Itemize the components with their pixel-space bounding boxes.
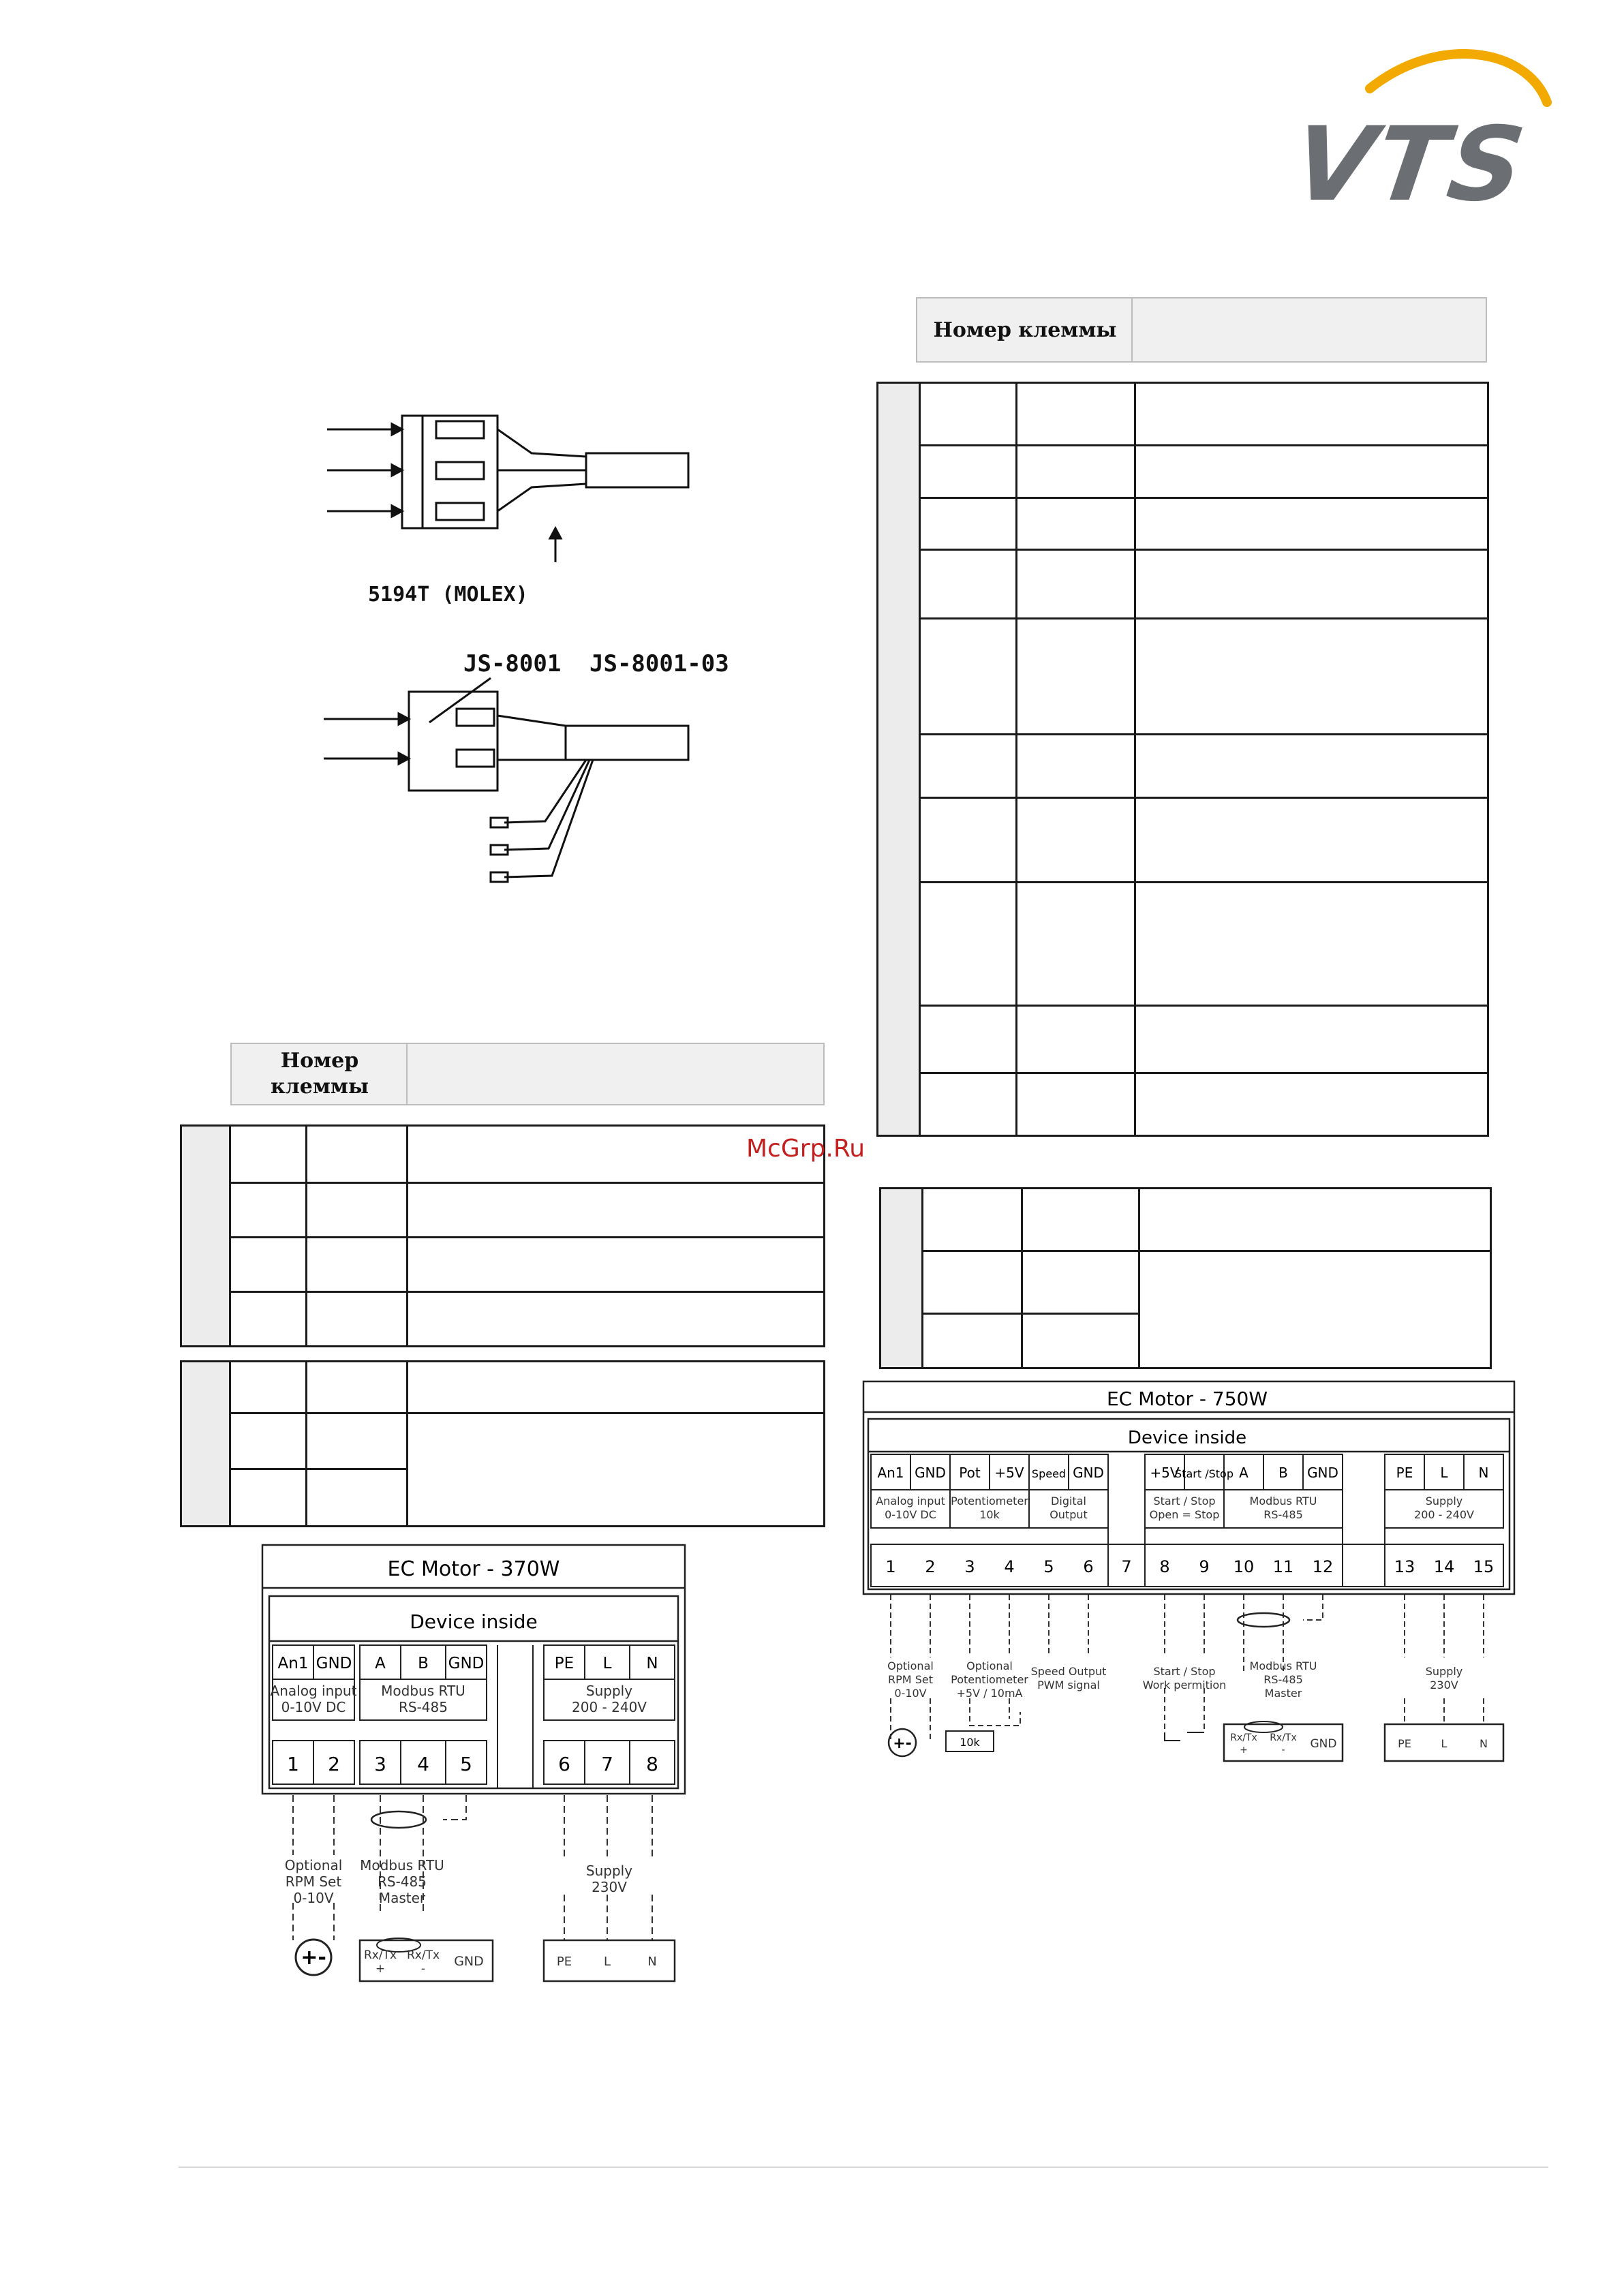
group-digital-2: Output	[1050, 1508, 1088, 1521]
group-analog-1: Analog input	[270, 1683, 357, 1699]
ext-supply-2: 230V	[592, 1879, 627, 1895]
ext-startstop-2: Work permition	[1142, 1679, 1227, 1692]
pin-n: N	[1478, 1465, 1489, 1481]
pin-pe: PE	[554, 1655, 574, 1672]
pin-gnd-2: GND	[448, 1655, 485, 1672]
group-supply-1: Supply	[585, 1683, 633, 1699]
pin-gnd-1: GND	[316, 1655, 352, 1672]
terminal-14: 14	[1433, 1557, 1455, 1576]
terminal-7: 7	[601, 1753, 613, 1775]
ext-rpm-2: RPM Set	[285, 1873, 342, 1890]
terminal-1: 1	[287, 1753, 299, 1775]
table-header-fill-left	[406, 1043, 825, 1105]
ext-pot-3: +5V / 10mA	[956, 1687, 1023, 1700]
terminal-4: 4	[1004, 1557, 1015, 1576]
master-rxtx-plus: Rx/Tx	[363, 1948, 397, 1962]
terminal-6: 6	[558, 1753, 570, 1775]
ext-modbus-3: Master	[378, 1890, 426, 1906]
group-modbus-2: RS-485	[1263, 1508, 1303, 1521]
molex-label: 5194T (MOLEX)	[368, 583, 528, 607]
ext-rpm-1: Optional	[284, 1857, 343, 1873]
master-minus: -	[1281, 1745, 1285, 1756]
ext-rpm-1: Optional	[887, 1659, 934, 1672]
terminal-8: 8	[1159, 1557, 1170, 1576]
footer-divider	[179, 2167, 1548, 2168]
ext-rpm-3: 0-10V	[894, 1687, 927, 1700]
svg-text:+-: +-	[893, 1735, 912, 1752]
ext-supply-1: Supply	[585, 1863, 633, 1879]
terminal-table-left-1	[180, 1124, 825, 1347]
terminal-table-small-right	[879, 1187, 1492, 1369]
terminal-13: 13	[1394, 1557, 1415, 1576]
ext-modbus-2: RS-485	[378, 1873, 427, 1890]
ext-pot-2: Potentiometer	[951, 1673, 1028, 1686]
pin-l: L	[602, 1655, 612, 1672]
motor-370-device-inside: Device inside	[410, 1610, 538, 1633]
pin-an1: An1	[877, 1465, 904, 1481]
motor-750-device-inside: Device inside	[1127, 1428, 1247, 1448]
terminal-3: 3	[374, 1753, 386, 1775]
pin-a: A	[1239, 1465, 1248, 1481]
motor-750-title: EC Motor - 750W	[1106, 1388, 1268, 1410]
pin-b: B	[418, 1655, 429, 1672]
group-modbus-2: RS-485	[399, 1699, 448, 1715]
header-line-2: клеммы	[270, 1075, 369, 1099]
group-startstop-2: Open = Stop	[1149, 1508, 1220, 1521]
master-rxtx-minus: Rx/Tx	[406, 1948, 440, 1962]
group-supply-2: 200 - 240V	[1414, 1508, 1474, 1521]
group-supply-2: 200 - 240V	[572, 1699, 647, 1715]
pin-n: N	[646, 1655, 658, 1672]
group-modbus-1: Modbus RTU	[381, 1683, 465, 1699]
group-pot-1: Potentiometer	[951, 1495, 1028, 1507]
pin-gnd-2: GND	[1073, 1465, 1104, 1481]
group-analog-2: 0-10V DC	[281, 1699, 346, 1715]
motor-370-title: EC Motor - 370W	[387, 1557, 560, 1581]
master-rxtx-minus: Rx/Tx	[1270, 1732, 1297, 1743]
terminal-11: 11	[1272, 1557, 1294, 1576]
pin-5v-1: +5V	[994, 1465, 1024, 1481]
pin-an1: An1	[277, 1655, 309, 1672]
pin-pe: PE	[1396, 1465, 1413, 1481]
supply-l: L	[603, 1955, 611, 1969]
terminal-8: 8	[646, 1753, 658, 1775]
ext-supply-2: 230V	[1430, 1679, 1458, 1692]
terminal-table-left-2	[180, 1360, 825, 1527]
master-gnd: GND	[1310, 1737, 1337, 1751]
js-label-1: JS-8001	[463, 651, 562, 677]
terminal-12: 12	[1312, 1557, 1334, 1576]
group-startstop-1: Start / Stop	[1153, 1495, 1216, 1507]
master-plus: +	[375, 1962, 386, 1976]
ext-modbus-1: Modbus RTU	[360, 1857, 444, 1873]
supply-pe: PE	[556, 1955, 572, 1969]
header-line-1: Номер	[280, 1049, 359, 1073]
logo-text: VTS	[1286, 106, 1534, 224]
pin-speed: Speed	[1031, 1467, 1067, 1480]
ec-motor-750w-diagram	[860, 1378, 1521, 1787]
master-gnd: GND	[454, 1954, 484, 1969]
pin-b: B	[1278, 1465, 1288, 1481]
ec-motor-370w-diagram	[259, 1542, 695, 1991]
master-plus: +	[1240, 1745, 1248, 1756]
supply-pe: PE	[1398, 1737, 1411, 1750]
ext-rpm-3: 0-10V	[293, 1890, 334, 1906]
ext-modbus-3: Master	[1264, 1687, 1302, 1700]
terminal-table-large	[876, 382, 1489, 1137]
ext-modbus-1: Modbus RTU	[1249, 1659, 1317, 1672]
pin-pot: Pot	[959, 1465, 981, 1481]
js-label-2: JS-8001-03	[589, 651, 729, 677]
terminal-4: 4	[417, 1753, 429, 1775]
molex-connector-drawing	[320, 402, 729, 627]
group-digital-1: Digital	[1051, 1495, 1086, 1507]
js-connector-drawing	[320, 651, 729, 923]
group-supply-1: Supply	[1425, 1495, 1463, 1507]
terminal-2: 2	[328, 1753, 340, 1775]
group-analog-1: Analog input	[876, 1495, 945, 1507]
potentiometer-label: 10k	[960, 1736, 980, 1749]
group-pot-2: 10k	[979, 1508, 1000, 1521]
master-rxtx-plus: Rx/Tx	[1230, 1732, 1257, 1743]
supply-l: L	[1441, 1737, 1447, 1750]
supply-n: N	[1480, 1737, 1488, 1750]
table-header-terminal-number: Номер клеммы	[916, 297, 1134, 363]
ext-pot-1: Optional	[966, 1659, 1013, 1672]
terminal-6: 6	[1083, 1557, 1094, 1576]
group-modbus-1: Modbus RTU	[1249, 1495, 1317, 1507]
ext-modbus-2: RS-485	[1263, 1673, 1303, 1686]
watermark: McGrp.Ru	[746, 1135, 865, 1163]
pin-l: L	[1440, 1465, 1448, 1481]
svg-text:+-: +-	[301, 1946, 326, 1970]
ext-rpm-2: RPM Set	[888, 1673, 933, 1686]
table-header-terminal-number-left	[230, 1043, 409, 1105]
start-stop-switch-icon	[1165, 1732, 1204, 1741]
master-minus: -	[420, 1962, 426, 1976]
terminal-5: 5	[460, 1753, 472, 1775]
pin-a: A	[375, 1655, 386, 1672]
vts-logo	[1268, 41, 1561, 224]
ext-startstop-1: Start / Stop	[1153, 1665, 1216, 1678]
ext-speed-2: PWM signal	[1037, 1679, 1100, 1692]
terminal-9: 9	[1199, 1557, 1210, 1576]
table-header-fill	[1131, 297, 1487, 363]
terminal-2: 2	[925, 1557, 936, 1576]
table-side-strip	[878, 383, 920, 1136]
ext-supply-1: Supply	[1425, 1665, 1463, 1678]
pin-start-stop: Start /Stop	[1175, 1467, 1234, 1480]
terminal-15: 15	[1473, 1557, 1495, 1576]
terminal-3: 3	[964, 1557, 975, 1576]
pin-gnd-3: GND	[1307, 1465, 1338, 1481]
pin-5v-2: +5V	[1150, 1465, 1180, 1481]
pin-gnd-1: GND	[915, 1465, 946, 1481]
ext-speed-1: Speed Output	[1030, 1665, 1107, 1678]
terminal-5: 5	[1043, 1557, 1054, 1576]
terminal-1: 1	[885, 1557, 896, 1576]
group-analog-2: 0-10V DC	[885, 1508, 936, 1521]
terminal-10: 10	[1233, 1557, 1255, 1576]
terminal-7: 7	[1121, 1557, 1132, 1576]
supply-n: N	[647, 1955, 657, 1969]
